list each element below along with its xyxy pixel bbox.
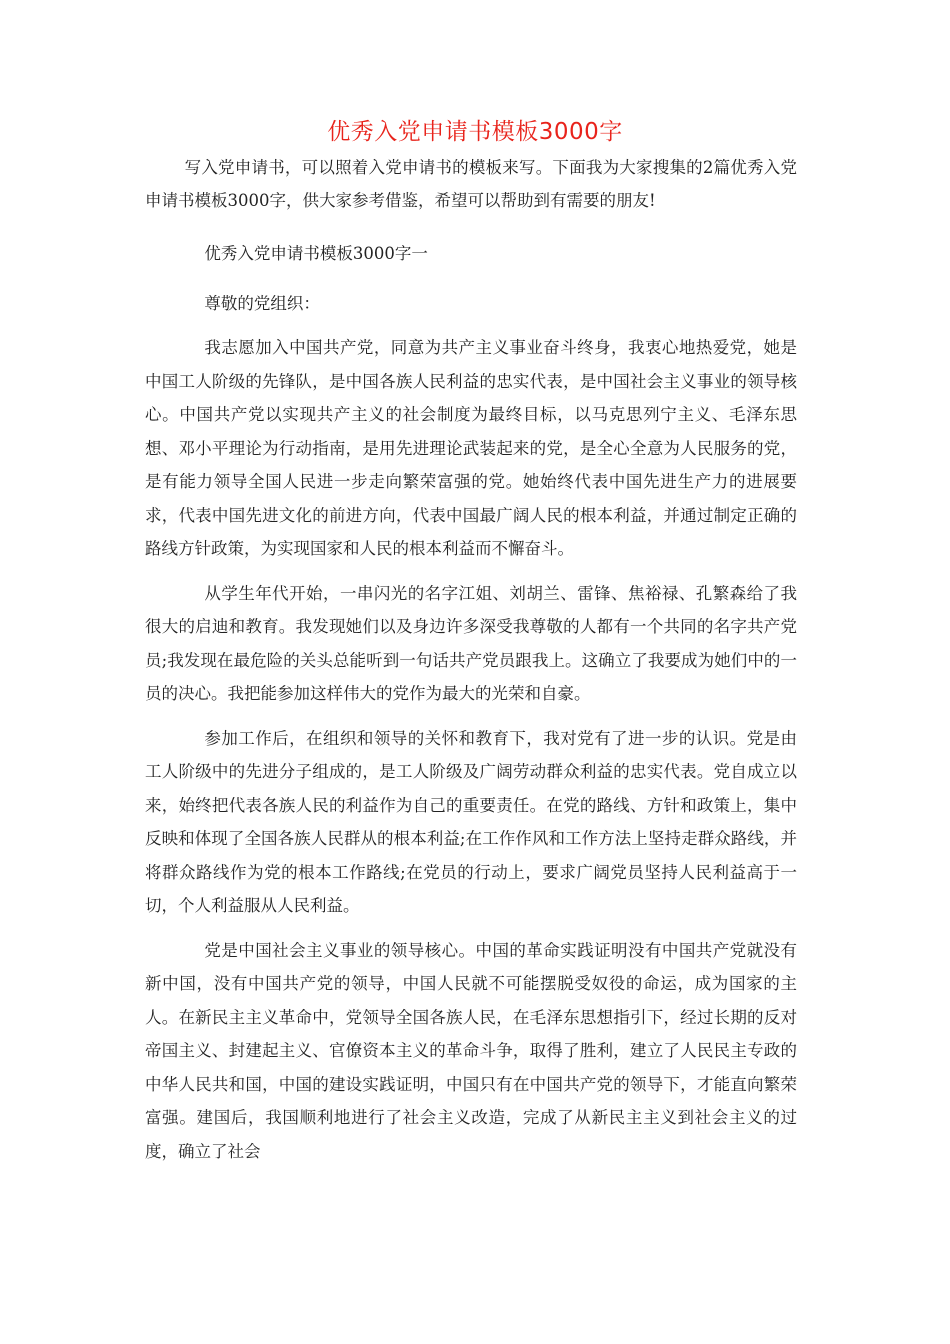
body-paragraph: 党是中国社会主义事业的领导核心。中国的革命实践证明没有中国共产党就没有新中国，没有中国共产党的领导，中国人民就不可能摆脱受奴役的命运，成为国家的主人。在新民主主义革命中，党领导全国各族人民，在毛泽东思想指引下，经过长期的反对帝国主义、封建起主义、官僚资本主义的革命斗争，取得了胜利，建立了人民民主专政的中华人民共和国，中国的建设实践证明，中国只有在中国共产党的领导下，才能直向繁荣富强。建国后，我国顺利地进行了社会主义改造，完成了从新民主主义到社会主义的过度，确立了社会 (145, 940, 797, 1161)
document-body (145, 151, 797, 1168)
intro-paragraph: 写入党申请书，可以照着入党申请书的模板来写。下面我为大家搜集的2篇优秀入党申请书模板3000字，供大家参考借鉴，希望可以帮助到有需要的朋友! (145, 158, 797, 210)
body-paragraph: 参加工作后，在组织和领导的关怀和教育下，我对党有了进一步的认识。党是由工人阶级中的先进分子组成的，是工人阶级及广阔劳动群众利益的忠实代表。党自成立以来，始终把代表各族人民的利益作为自己的重要责任。在党的路线、方针和政策上，集中反映和体现了全国各族人民群从的根本利益;在工作作风和工作方法上坚持走群众路线，并将群众路线作为党的根本工作路线;在党员的行动上，要求广阔党员坚持人民利益高于一切，个人利益服从人民利益。 (145, 728, 797, 915)
document-title: 优秀入党申请书模板3000字 (327, 119, 623, 145)
section-heading: 优秀入党申请书模板3000字一 (204, 244, 428, 263)
salutation: 尊敬的党组织： (204, 293, 320, 313)
body-paragraph: 从学生年代开始，一串闪光的名字江姐、刘胡兰、雷锋、焦裕禄、孔繁森给了我很大的启迪和教育。我发现她们以及身边许多深受我尊敬的人都有一个共同的名字共产党员;我发现在最危险的关头总能听到一句话共产党员跟我上。这确立了我要成为她们中的一员的决心。我把能参加这样伟大的党作为最大的光荣和自豪。 (145, 583, 797, 703)
body-paragraph: 我志愿加入中国共产党，同意为共产主义事业奋斗终身，我衷心地热爱党，她是中国工人阶级的先锋队，是中国各族人民利益的忠实代表，是中国社会主义事业的领导核心。中国共产党以实现共产主义的社会制度为最终目标，以马克思列宁主义、毛泽东思想、邓小平理论为行动指南，是用先进理论武装起来的党，是全心全意为人民服务的党，是有能力领导全国人民进一步走向繁荣富强的党。她始终代表中国先进生产力的进展要求，代表中国先进文化的前进方向，代表中国最广阔人民的根本利益，并通过制定正确的路线方针政策，为实现国家和人民的根本利益而不懈奋斗。 (145, 338, 797, 558)
